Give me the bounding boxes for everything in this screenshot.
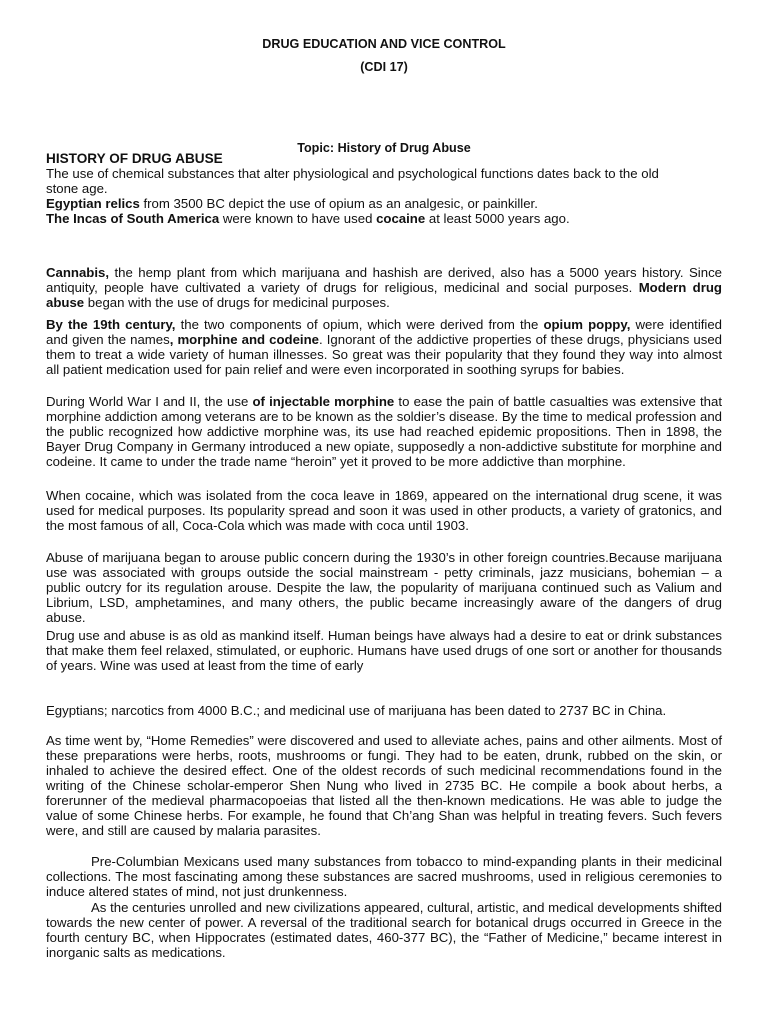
paragraph-text: to ease the pain of battle casualties was extensive that morphine addiction among veterans are to be known as the soldier’s disease. By the time to medical profession and the public recognized how addictive morphine was, its use had reached epidemic propositions. Then in 1898, the Bayer Drug Company in Germany introduced a new opiate, supposedly a non-addictive substitute for morphine and codeine. It came to under the trade name “heroin” yet it proved to be more addictive than morphine. bbox=[46, 394, 723, 469]
intro-line: The use of chemical substances that alter physiological and psychological functions dates back to the old bbox=[46, 166, 659, 181]
intro-line-cont: stone age. bbox=[46, 181, 108, 196]
paragraph-19th-century bbox=[46, 317, 722, 377]
topic-heading: Topic: History of Drug Abuse bbox=[297, 140, 471, 155]
paragraph-centuries: As the centuries unrolled and new civilizations appeared, cultural, artistic, and medical developments shifted towards the new center of power. A reversal of the traditional search for botanical drugs occurred in Greece in the fourth century BC, when Hippocrates (estimated dates, 460-377 BC), the “Father of Medicine,” became interest in inorganic salts as medications. bbox=[46, 900, 722, 960]
paragraph-home-remedies: As time went by, “Home Remedies” were discovered and used to alleviate aches, pains and other ailments. Most of these preparations were herbs, roots, mushrooms or fungi. They had to be eaten, drunk, rubbed on the skin, or inhaled to achieve the desired effect. One of the oldest records of such medicinal recommendations found in the writing of the Chinese scholar-emperor Shen Nung who lived in 2735 BC. He compile a book about herbs, a forerunner of the medieval pharmacopoeias that listed all the then-known medications. He was able to judge the value of some Chinese herbs. For example, he found that Ch’ang Shan was helpful in treating fevers. Such fevers were, and still are caused by malaria parasites. bbox=[46, 733, 722, 838]
paragraph-text: began with the use of drugs for medicinal purposes. bbox=[84, 295, 390, 310]
egypt-bold: Egyptian relics bbox=[46, 196, 140, 211]
paragraph-text: . Ignorant of the addictive properties of these drugs, physicians used them to treat a wide variety of human illnesses. So great was their popularity that they found they way into almost all patient medication used for pain relief and were even incorporated in soothing syrups for babies. bbox=[46, 332, 722, 377]
section-heading: HISTORY OF DRUG ABUSE bbox=[46, 151, 223, 166]
bold-term: By the 19th century, bbox=[46, 317, 176, 332]
bold-term: opium poppy, bbox=[543, 317, 631, 332]
paragraph-text: During World War I and II, the use bbox=[46, 394, 253, 409]
course-title: DRUG EDUCATION AND VICE CONTROL bbox=[262, 37, 506, 51]
paragraph-marijuana: Abuse of marijuana began to arouse public concern during the 1930’s in other foreign countries.Because marijuana use was associated with groups outside the social mainstream - petty criminals, jazz musicians, bohemian – a public outcry for its regulation arouse. Despite the law, the popularity of marijuana continued such as Valium and Librium, LSD, amphetamines, and many others, the public became increasingly aware of the dangers of drug abuse. bbox=[46, 550, 722, 625]
paragraph-mankind: Drug use and abuse is as old as mankind itself. Human beings have always had a desire to eat or drink substances that make them feel relaxed, stimulated, or euphoric. Humans have used drugs of one sort or another for thousands of years. Wine was used at least from the time of early bbox=[46, 628, 722, 673]
incas-text-end: at least 5000 years ago. bbox=[425, 211, 570, 226]
bold-term: Modern drug abuse bbox=[46, 280, 722, 310]
egypt-line bbox=[46, 196, 722, 211]
paragraph-egyptians: Egyptians; narcotics from 4000 B.C.; and medicinal use of marijuana has been dated to 2737 BC in China. bbox=[46, 703, 667, 718]
incas-bold: The Incas of South America bbox=[46, 211, 220, 226]
paragraph-text: the hemp plant from which marijuana and hashish are derived, also has a 5000 years history. Since antiquity, people have cultivated a variety of drugs for religious, medicinal and social purposes. bbox=[46, 265, 722, 295]
bold-term: of injectable morphine bbox=[252, 394, 395, 409]
egypt-text: from 3500 BC depict the use of opium as an analgesic, or painkiller. bbox=[139, 196, 538, 211]
cocaine-bold: cocaine bbox=[376, 211, 426, 226]
paragraph-text: were identified and given the names bbox=[46, 317, 723, 347]
paragraph-text: the two components of opium, which were derived from the bbox=[175, 317, 544, 332]
paragraph-cannabis bbox=[46, 265, 722, 310]
bold-term: , morphine and codeine bbox=[169, 332, 319, 347]
incas-line bbox=[46, 211, 722, 226]
paragraph-mexicans: Pre-Columbian Mexicans used many substances from tobacco to mind-expanding plants in their medicinal collections. The most fascinating among these substances are sacred mushrooms, used in religious ceremonies to induce altered states of mind, not just drunkenness. bbox=[46, 854, 722, 899]
course-code: (CDI 17) bbox=[360, 60, 408, 74]
incas-text: were known to have used bbox=[219, 211, 377, 226]
paragraph-cocaine: When cocaine, which was isolated from the coca leave in 1869, appeared on the international drug scene, it was used for medical purposes. Its popularity spread and soon it was used in other products, a variety of gratonics, and the most famous of all, Coca-Cola which was made with coca until 1903. bbox=[46, 488, 722, 533]
paragraph-world-war bbox=[46, 394, 722, 469]
intro-block bbox=[46, 151, 722, 226]
bold-term: Cannabis, bbox=[46, 265, 110, 280]
